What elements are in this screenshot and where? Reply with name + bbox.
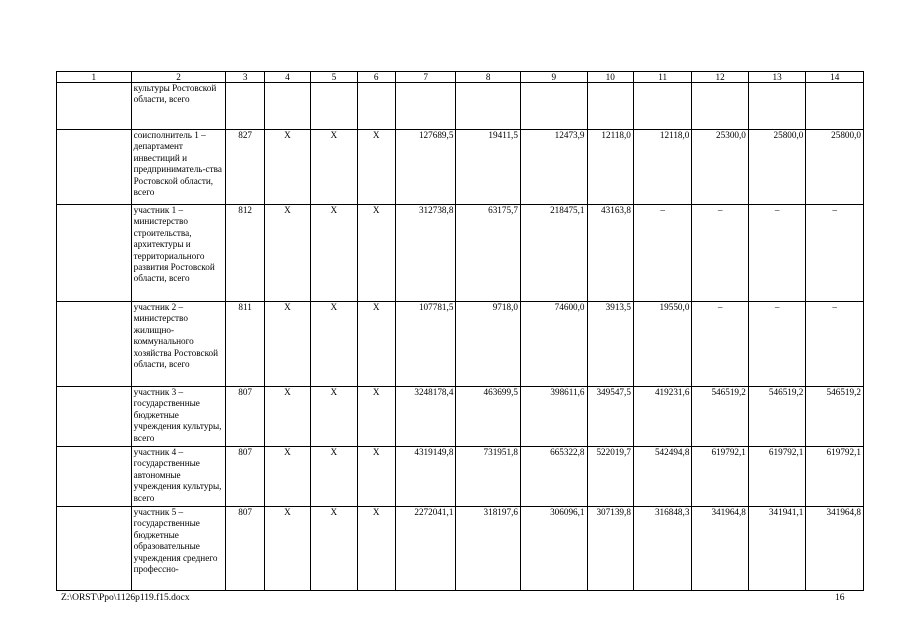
table-cell: Х [311,507,357,591]
table-cell: Х [264,387,310,447]
table-cell: 619792,1 [748,447,805,507]
table-cell: 3248178,4 [395,387,456,447]
table-cell: Х [311,387,357,447]
table-cell: Х [311,447,357,507]
table-cell: 306096,1 [520,507,587,591]
row-name-cell: участник 5 – государственные бюджетные образовательные учреждения среднего профессно- [131,507,226,591]
table-cell: 107781,5 [395,302,456,387]
table-cell: 807 [226,387,264,447]
table-cell: – [633,205,692,302]
table-cell: 19411,5 [456,130,521,205]
table-cell: 731951,8 [456,447,521,507]
table-cell: – [692,205,748,302]
row-name-cell: участник 4 – государственные автономные учреждения культуры, всего [131,447,226,507]
column-header: 2 [131,72,226,83]
table-row [57,302,864,387]
table-cell: – [748,205,805,302]
table-cell: 546519,2 [748,387,805,447]
table-cell: Х [357,205,395,302]
table-row [57,447,864,507]
table-row [57,205,864,302]
row-name-cell: культуры Ростовской области, всего [131,83,226,130]
table-cell: 542494,8 [633,447,692,507]
table-cell: Х [264,507,310,591]
table-cell: 12473,9 [520,130,587,205]
column-header: 14 [806,72,864,83]
row-name-cell: соисполнитель 1 – департамент инвестиций и предприниматель-ства Ростовской области, всего [131,130,226,205]
table-cell [57,447,132,507]
column-header: 11 [633,72,692,83]
table-cell: 12118,0 [587,130,633,205]
table-cell: 43163,8 [587,205,633,302]
table-cell [57,205,132,302]
table-cell [748,83,805,130]
table-cell [587,83,633,130]
table-cell: 74600,0 [520,302,587,387]
table-cell: Х [264,447,310,507]
table-cell: 807 [226,447,264,507]
table-cell: 3913,5 [587,302,633,387]
table-cell: Х [357,447,395,507]
table-cell: Х [264,302,310,387]
table-cell: Х [264,130,310,205]
column-header: 6 [357,72,395,83]
table-cell: – [806,205,864,302]
footer-page-number: 16 [835,593,845,603]
column-header: 8 [456,72,521,83]
column-header: 10 [587,72,633,83]
table-cell: 25800,0 [748,130,805,205]
table-cell [311,83,357,130]
table-cell: Х [357,302,395,387]
table-cell: – [748,302,805,387]
table-cell: 127689,5 [395,130,456,205]
table-cell: 63175,7 [456,205,521,302]
table-cell: 341964,8 [692,507,748,591]
column-header: 3 [226,72,264,83]
table-cell: 19550,0 [633,302,692,387]
table-cell: 665322,8 [520,447,587,507]
table-cell: 312738,8 [395,205,456,302]
table-cell [57,507,132,591]
table-cell: 341941,1 [748,507,805,591]
table-cell [57,302,132,387]
table-cell: 398611,6 [520,387,587,447]
table-row [57,83,864,130]
column-header: 7 [395,72,456,83]
table-cell: 307139,8 [587,507,633,591]
budget-table [56,71,864,591]
table-cell [395,83,456,130]
row-name-cell: участник 1 – министерство строительства, архитектуры и территориального развития Ростовской области, всего [131,205,226,302]
table-cell: 812 [226,205,264,302]
table-cell: 25800,0 [806,130,864,205]
footer-file-path: Z:\ORST\Ppo\1126p119.f15.docx [61,593,190,603]
table-row [57,130,864,205]
table-cell: Х [311,302,357,387]
table-cell [357,83,395,130]
table-cell: 463699,5 [456,387,521,447]
table-cell: 341964,8 [806,507,864,591]
table-cell: 4319149,8 [395,447,456,507]
table-cell: Х [311,130,357,205]
column-header: 13 [748,72,805,83]
column-header: 1 [57,72,132,83]
column-header: 5 [311,72,357,83]
table-cell: 811 [226,302,264,387]
table-cell: 349547,5 [587,387,633,447]
table-cell: 827 [226,130,264,205]
table-cell [57,387,132,447]
table-cell: 316848,3 [633,507,692,591]
table-cell: – [806,302,864,387]
table-cell: 419231,6 [633,387,692,447]
table-cell [57,130,132,205]
table-cell: 12118,0 [633,130,692,205]
table-cell: 546519,2 [806,387,864,447]
table-cell: 25300,0 [692,130,748,205]
table-cell: 2272041,1 [395,507,456,591]
table-cell: 9718,0 [456,302,521,387]
table-cell: Х [357,387,395,447]
row-name-cell: участник 3 – государственные бюджетные учреждения культуры, всего [131,387,226,447]
table-cell: – [692,302,748,387]
column-header: 4 [264,72,310,83]
row-name-cell: участник 2 – министерство жилищно-коммунального хозяйства Ростовской области, всего [131,302,226,387]
table-row [57,507,864,591]
table-cell [264,83,310,130]
table-cell [57,83,132,130]
table-cell: 807 [226,507,264,591]
table-cell: Х [357,130,395,205]
table-cell: Х [357,507,395,591]
table-cell [226,83,264,130]
table-cell: Х [264,205,310,302]
table-cell: 619792,1 [692,447,748,507]
table-cell: 522019,7 [587,447,633,507]
table-cell [692,83,748,130]
table-row [57,387,864,447]
table-cell [520,83,587,130]
table-cell: 218475,1 [520,205,587,302]
table-cell [633,83,692,130]
table-header-row [57,72,864,83]
column-header: 12 [692,72,748,83]
table-cell: Х [311,205,357,302]
table-cell: 619792,1 [806,447,864,507]
table-cell: 318197,6 [456,507,521,591]
table-cell [806,83,864,130]
table-cell: 546519,2 [692,387,748,447]
table-cell [456,83,521,130]
column-header: 9 [520,72,587,83]
